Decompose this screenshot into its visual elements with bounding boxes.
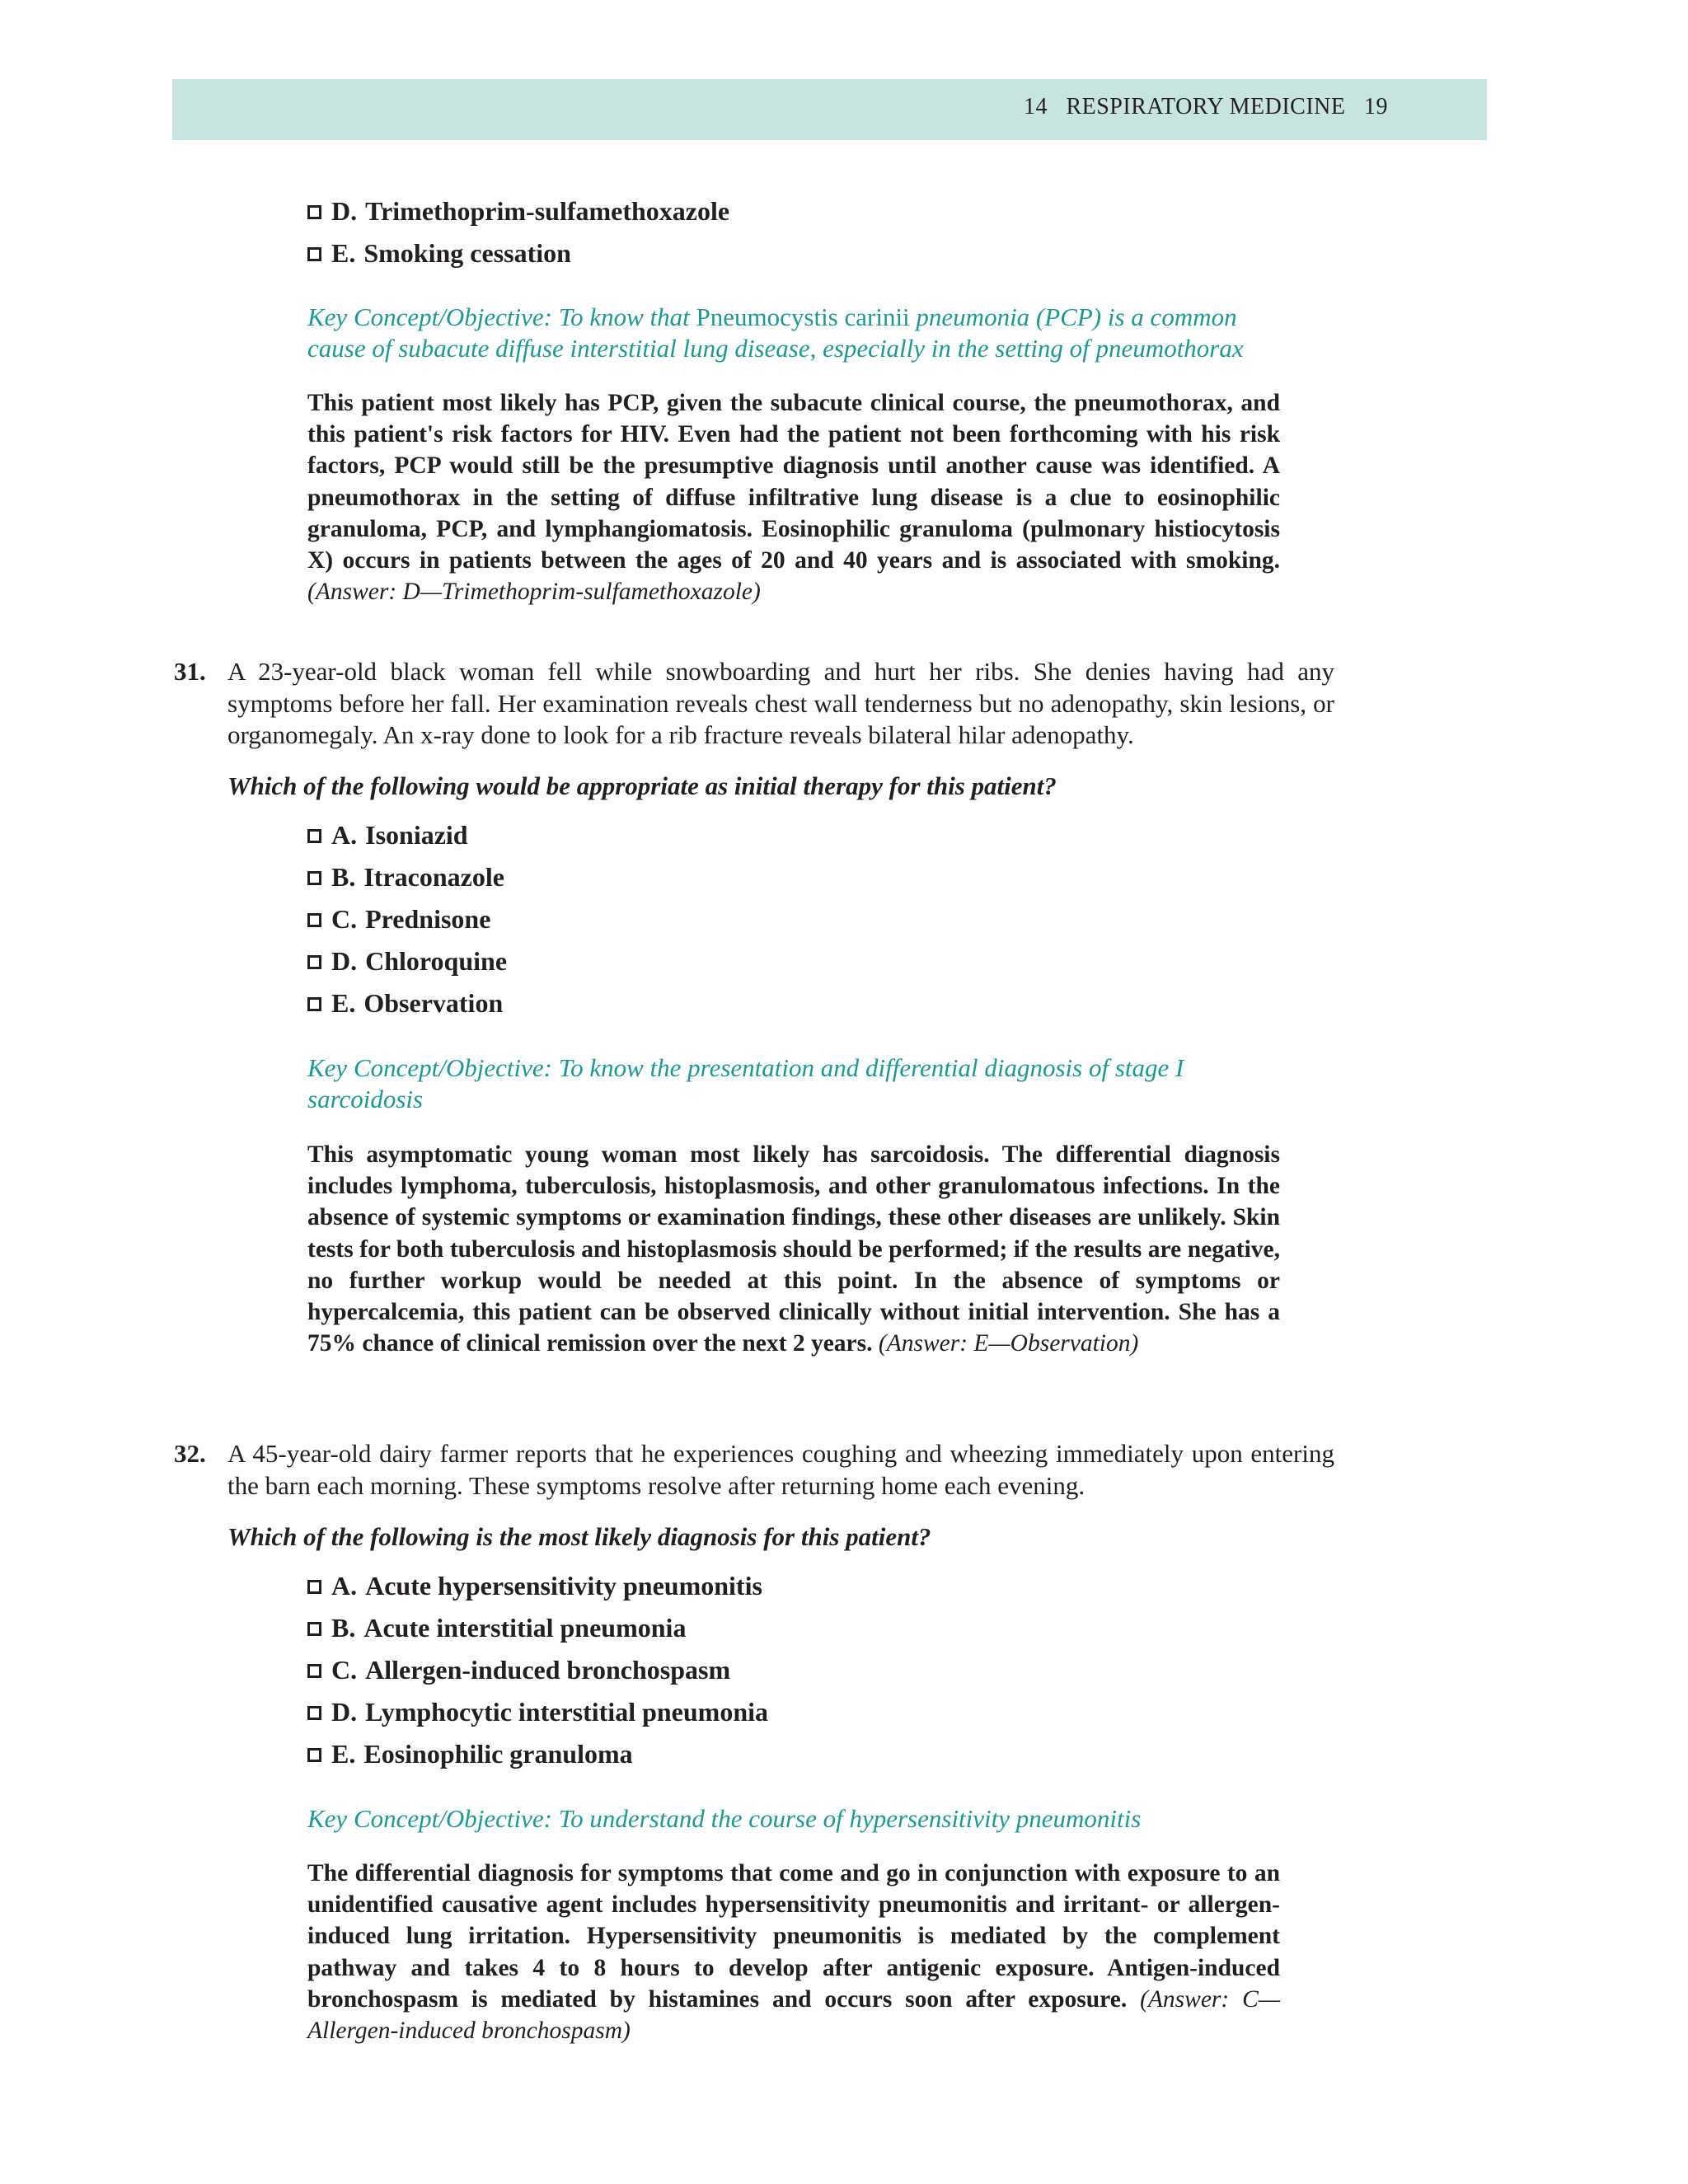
page-number: 19 xyxy=(1364,94,1388,120)
q32-prompt: Which of the following is the most likely diagnosis for this patient? xyxy=(227,1522,931,1551)
q31-prompt: Which of the following would be appropriate as initial therapy for this patient? xyxy=(227,771,1057,800)
option-item[interactable]: E. Smoking cessation xyxy=(307,232,729,274)
q30-answer: (Answer: D—Trimethoprim-sulfamethoxazole) xyxy=(307,579,761,606)
option-item[interactable]: E. Eosinophilic granuloma xyxy=(307,1733,768,1775)
checkbox-icon[interactable] xyxy=(307,955,321,969)
running-header-text xyxy=(1024,94,1388,120)
checkbox-icon[interactable] xyxy=(307,1748,321,1762)
running-header xyxy=(172,79,1487,140)
option-item[interactable]: C. Prednisone xyxy=(307,898,507,940)
option-item[interactable]: A. Isoniazid xyxy=(307,814,507,856)
question-31 xyxy=(174,656,1394,752)
q32-options xyxy=(307,1565,768,1775)
question-32 xyxy=(174,1438,1394,1502)
question-number: 32. xyxy=(174,1439,206,1468)
q30-explanation: This patient most likely has PCP, given the subacute clinical course, the pneumothorax, and this patient's risk factors for HIV. Even had the patient not been forthcoming with his risk factors, PCP would still be the presumptive diagnosis until another cause was identified. A pneumothorax in the setting of diffuse infiltrative lung disease is a clue to eosinophilic granuloma, PCP, and lymphangiomatosis. Eosinophilic granuloma (pulmonary histiocytosis X) occurs in patients between the ages of 20 and 40 years and is associated with smoking. (Answer: D—Trimethoprim-sulfamethoxazole) xyxy=(307,390,1280,606)
checkbox-icon[interactable] xyxy=(307,1622,321,1636)
chapter-title: RESPIRATORY MEDICINE xyxy=(1066,94,1346,120)
q31-options xyxy=(307,814,507,1024)
checkbox-icon[interactable] xyxy=(307,871,321,885)
checkbox-icon[interactable] xyxy=(307,1580,321,1594)
question-stem: A 45-year-old dairy farmer reports that he experiences coughing and wheezing immediately upon entering the barn each morning. These symptoms resolve after returning home each evening. xyxy=(227,1439,1334,1500)
question-number: 31. xyxy=(174,657,206,686)
checkbox-icon[interactable] xyxy=(307,913,321,927)
option-item[interactable]: B. Itraconazole xyxy=(307,856,507,898)
checkbox-icon[interactable] xyxy=(307,247,321,261)
chapter-number: 14 xyxy=(1023,94,1048,120)
question-stem: A 23-year-old black woman fell while snowboarding and hurt her ribs. She denies having had any symptoms before her fall. Her examination reveals chest wall tenderness but no adenopathy, skin lesions, or organomegaly. An x-ray done to look for a rib fracture reveals bilateral hilar adenopathy. xyxy=(227,657,1334,749)
q30-key-concept: Key Concept/Objective: To know that Pneumocystis carinii pneumonia (PCP) is a common cause of subacute diffuse interstitial lung disease, especially in the setting of pneumothorax xyxy=(307,302,1244,363)
q31-answer: (Answer: E—Observation) xyxy=(878,1330,1139,1357)
option-item[interactable]: C. Allergen-induced bronchospasm xyxy=(307,1649,768,1691)
checkbox-icon[interactable] xyxy=(307,997,321,1011)
q31-explanation: This asymptomatic young woman most likely has sarcoidosis. The differential diagnosis includes lymphoma, tuberculosis, histoplasmosis, and other granulomatous infections. In the absence of systemic symptoms or examination findings, these other diseases are unlikely. Skin tests for both tuberculosis and histoplasmosis should be performed; if the results are negative, no further workup would be needed at this point. In the absence of symptoms or hypercalcemia, this patient can be observed clinically without initial intervention. She has a 75% chance of clinical remission over the next 2 years. (Answer: E—Observation) xyxy=(307,1141,1280,1357)
checkbox-icon[interactable] xyxy=(307,1664,321,1678)
checkbox-icon[interactable] xyxy=(307,1706,321,1720)
option-item[interactable]: E. Observation xyxy=(307,982,507,1024)
checkbox-icon[interactable] xyxy=(307,829,321,843)
q32-key-concept: Key Concept/Objective: To understand the course of hypersensitivity pneumonitis xyxy=(307,1804,1142,1833)
organism-name: Pneumocystis carinii xyxy=(696,302,910,331)
option-item[interactable]: D. Chloroquine xyxy=(307,940,507,982)
q31-key-concept: Key Concept/Objective: To know the presentation and differential diagnosis of stage I sarcoidosis xyxy=(307,1053,1184,1113)
option-item[interactable]: B. Acute interstitial pneumonia xyxy=(307,1607,768,1649)
q30-options xyxy=(307,190,729,274)
q32-explanation: The differential diagnosis for symptoms that come and go in conjunction with exposure to an unidentified causative agent includes hypersensitivity pneumonitis and irritant- or allergen-induced lung irritation. Hypersensitivity pneumonitis is mediated by the complement pathway and takes 4 to 8 hours to develop after antigenic exposure. Antigen-induced bronchospasm is mediated by histamines and occurs soon after exposure. (Answer: C—Allergen-induced bronchospasm) xyxy=(307,1860,1280,2045)
option-item[interactable]: D. Lymphocytic interstitial pneumonia xyxy=(307,1691,768,1733)
checkbox-icon[interactable] xyxy=(307,205,321,219)
q32-answer: (Answer: C—Allergen-induced bronchospasm) xyxy=(307,1985,1280,2045)
option-item[interactable]: D. Trimethoprim-sulfamethoxazole xyxy=(307,190,729,232)
option-item[interactable]: A. Acute hypersensitivity pneumonitis xyxy=(307,1565,768,1607)
